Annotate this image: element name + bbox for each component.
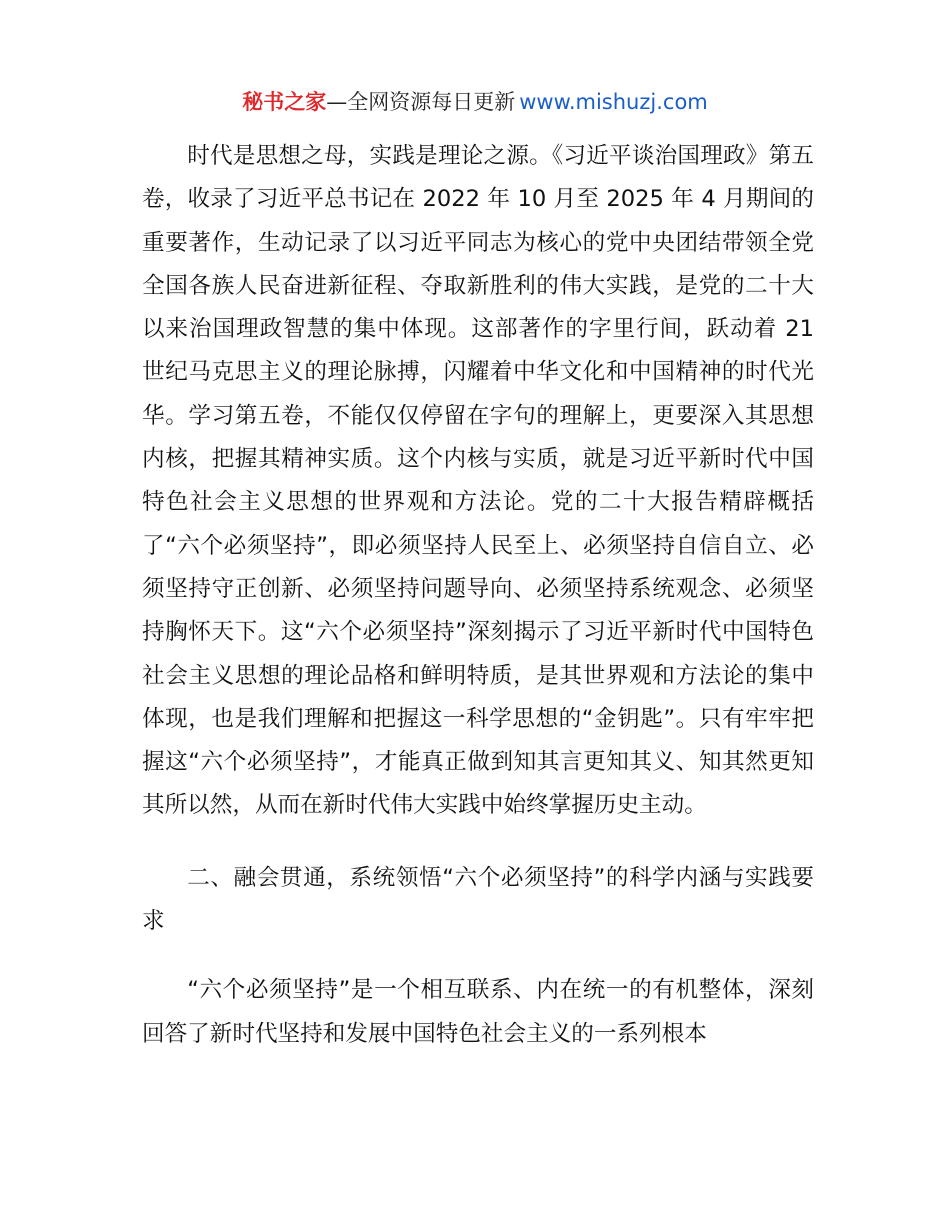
- site-url-link[interactable]: www.mishuzj.com: [519, 90, 708, 114]
- site-brand: 秘书之家: [242, 90, 327, 114]
- site-tagline: —全网资源每日更新: [326, 90, 516, 114]
- document-body: [142, 135, 814, 1056]
- section-heading-2: 二、融会贯通，系统领悟“六个必须坚持”的科学内涵与实践要求: [142, 864, 814, 935]
- page-header: [0, 86, 950, 118]
- body-paragraph-3: “六个必须坚持”是一个相互联系、内在统一的有机整体，深刻回答了新时代坚持和发展中国特色社会主义的一系列根本: [142, 977, 814, 1047]
- body-paragraph-1: 时代是思想之母，实践是理论之源。《习近平谈治国理政》第五卷，收录了习近平总书记在 2022 年 10 月至 2025 年 4 月期间的重要著作，生动记录了以习近平同志为核心的党中央团结带领全党全国各族人民奋进新征程、夺取新胜利的伟大实践，是党的二十大以来治国理政智慧的集中体现。这部著作的字里行间，跃动着 21 世纪马克思主义的理论脉搏，闪耀着中华文化和中国精神的时代光华。学习第五卷，不能仅仅停留在字句的理解上，更要深入其思想内核，把握其精神实质。这个内核与实质，就是习近平新时代中国特色社会主义思想的世界观和方法论。党的二十大报告精辟概括了“六个必须坚持”，即必须坚持人民至上、必须坚持自信自立、必须坚持守正创新、必须坚持问题导向、必须坚持系统观念、必须坚持胸怀天下。这“六个必须坚持”深刻揭示了习近平新时代中国特色社会主义思想的理论品格和鲜明特质，是其世界观和方法论的集中体现，也是我们理解和把握这一科学思想的“金钥匙”。只有牢牢把握这“六个必须坚持”，才能真正做到知其言更知其义、知其然更知其所以然，从而在新时代伟大实践中始终掌握历史主动。: [142, 143, 814, 819]
